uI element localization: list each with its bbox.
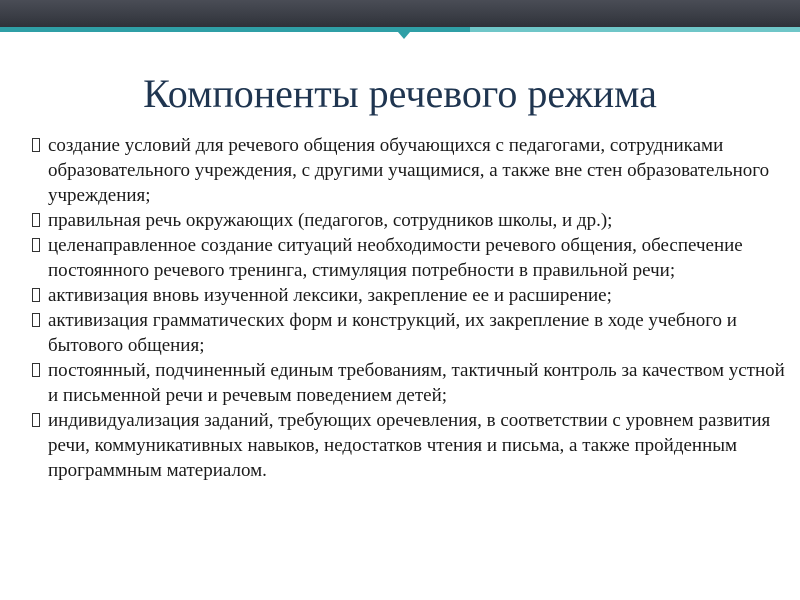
list-item: [30, 308, 796, 358]
slide-title: Компоненты речевого режима: [143, 71, 657, 116]
bullet-icon: [32, 288, 40, 302]
list-item-text: правильная речь окружающих (педагогов, сотрудников школы, и др.);: [48, 210, 613, 231]
header-pointer-icon: [398, 32, 410, 39]
list-item: [30, 408, 796, 483]
list-item-text: индивидуализация заданий, требующих оречевления, в соответствии с уровнем развития речи, коммуникативных навыков, недостатков чтения и письма, а также пройденным программным материалом.: [48, 410, 771, 481]
header-accent-stripe-light: [470, 27, 800, 32]
list-item: [30, 233, 796, 283]
list-item: [30, 283, 796, 308]
bullet-icon: [32, 363, 40, 377]
list-item: [30, 133, 796, 208]
list-item-text: создание условий для речевого общения обучающихся с педагогами, сотрудниками образовательного учреждения, с другими учащимися, а также вне стен образовательного учреждения;: [48, 135, 770, 206]
list-item: [30, 208, 796, 233]
list-item-text: целенаправленное создание ситуаций необходимости речевого общения, обеспечение постоянного речевого тренинга, стимуляция потребности в правильной речи;: [48, 235, 743, 281]
bullet-list: [30, 133, 796, 483]
bullet-icon: [32, 138, 40, 152]
list-item-text: постоянный, подчиненный единым требованиям, тактичный контроль за качеством устной и письменной речи и речевым поведением детей;: [48, 360, 785, 406]
list-item-text: активизация грамматических форм и конструкций, их закрепление в ходе учебного и бытового общения;: [48, 310, 737, 356]
header-bar: [0, 0, 800, 27]
list-item-text: активизация вновь изученной лексики, закрепление ее и расширение;: [48, 285, 612, 306]
bullet-icon: [32, 313, 40, 327]
bullet-icon: [32, 238, 40, 252]
list-item: [30, 358, 796, 408]
bullet-icon: [32, 413, 40, 427]
bullet-icon: [32, 213, 40, 227]
